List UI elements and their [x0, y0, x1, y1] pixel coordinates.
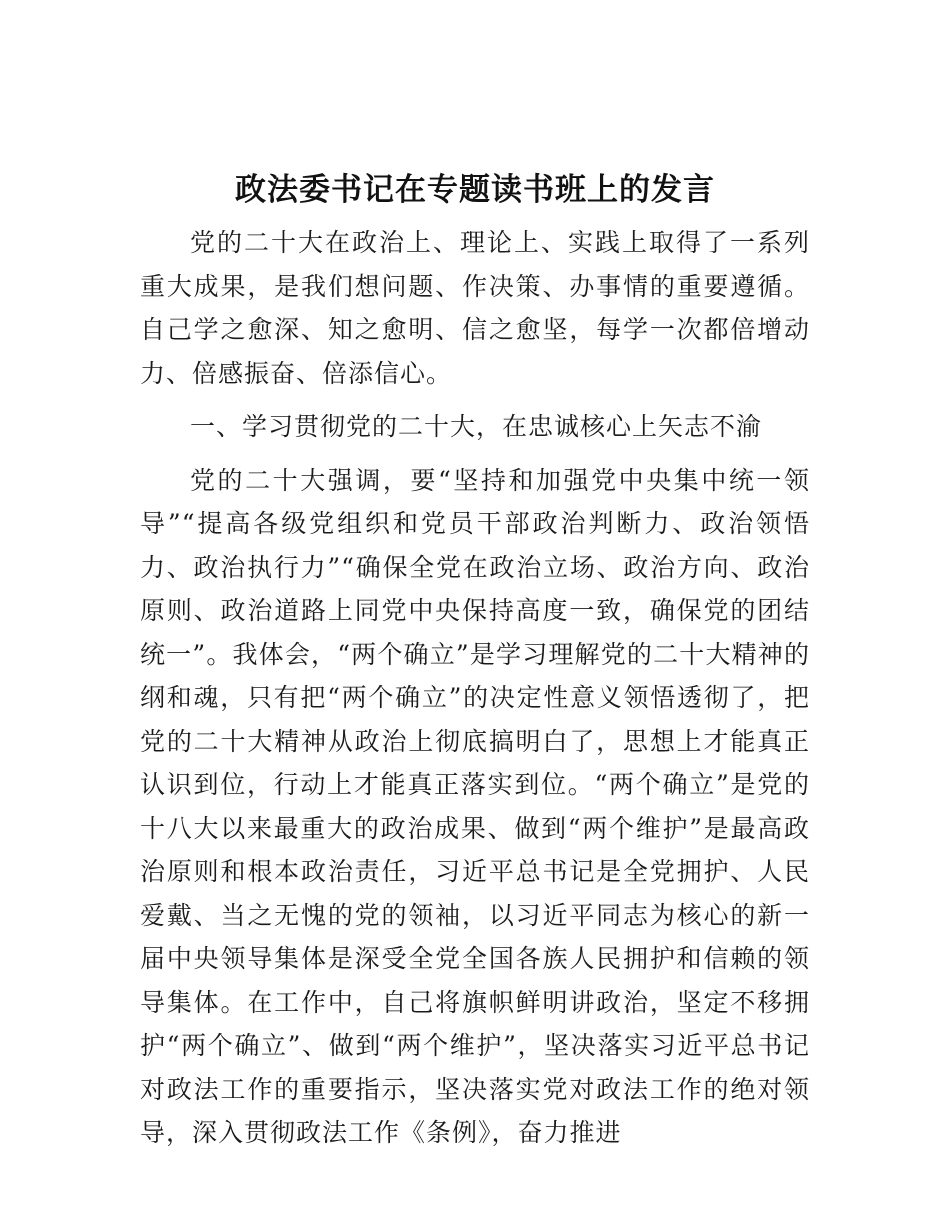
body-paragraph: 党的二十大强调，要“坚持和加强党中央集中统一领导”“提高各级党组织和党员干部政治判断力、政治领悟力、政治执行力”“确保全党在政治立场、政治方向、政治原则、政治道路上同党中央保持高度一致，确保党的团结统一”。我体会，“两个确立”是学习理解党的二十大精神的纲和魂，只有把“两个确立”的决定性意义领悟透彻了，把党的二十大精神从政治上彻底搞明白了，思想上才能真正认识到位，行动上才能真正落实到位。“两个确立”是党的十八大以来最重大的政治成果、做到“两个维护”是最高政治原则和根本政治责任，习近平总书记是全党拥护、人民爱戴、当之无愧的党的领袖，以习近平同志为核心的新一届中央领导集体是深受全党全国各族人民拥护和信赖的领导集体。在工作中，自己将旗帜鲜明讲政治，坚定不移拥护“两个确立”、做到“两个维护”，坚决落实习近平总书记对政法工作的重要指示，坚决落实党对政法工作的绝对领导，深入贯彻政法工作《条例》，奋力推进 [140, 465, 810, 1147]
section-heading-1: 一、学习贯彻党的二十大，在忠诚核心上矢志不渝 [190, 412, 763, 441]
document-body [140, 221, 810, 1155]
document-title: 政法委书记在专题读书班上的发言 [235, 172, 715, 208]
intro-paragraph: 党的二十大在政治上、理论上、实践上取得了一系列重大成果，是我们想问题、作决策、办事情的重要遵循。自己学之愈深、知之愈明、信之愈坚，每学一次都倍增动力、倍感振奋、倍添信心。 [140, 228, 810, 388]
